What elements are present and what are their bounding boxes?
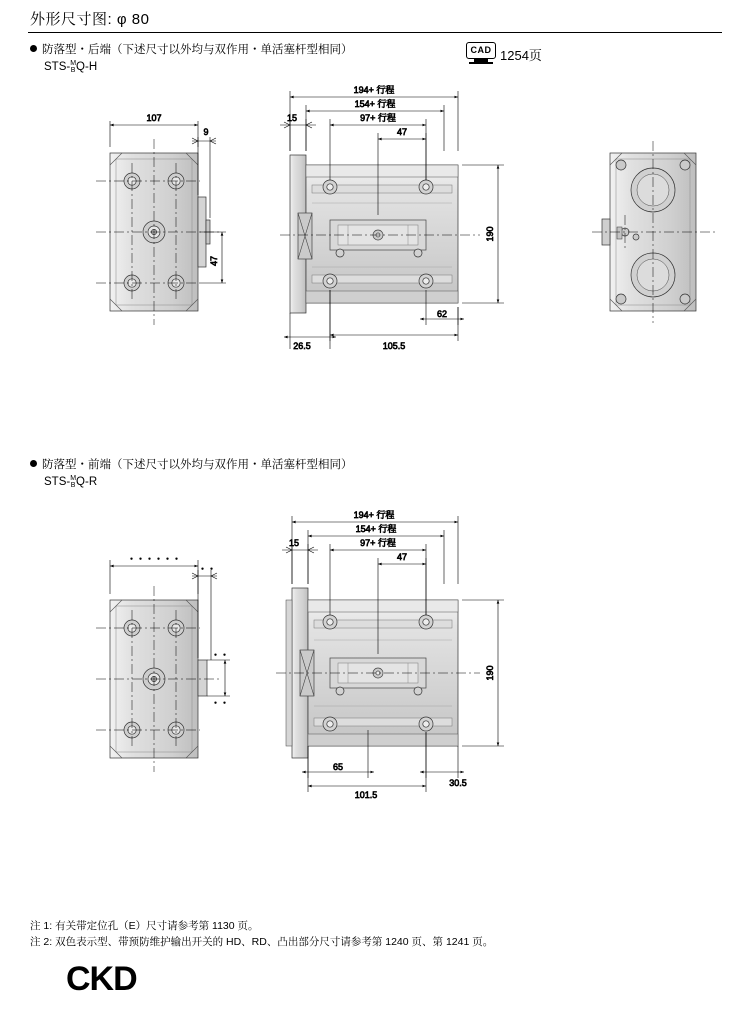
section-2-heading: 防落型・前端（下述尺寸以外均与双作用・单活塞杆型相同）	[30, 456, 353, 472]
bullet-icon	[30, 45, 37, 52]
dim-front-47: 47	[396, 127, 408, 137]
title-divider	[28, 32, 722, 33]
dim-front-154: 154+ 行程	[354, 99, 396, 109]
dim2-front-154: 154+ 行程	[355, 524, 397, 534]
dim-front-62: 62	[436, 309, 448, 319]
dim2-left-d: ・・	[210, 698, 230, 708]
page-title: 外形尺寸图: φ 80	[30, 11, 150, 28]
section-1-model: STS- M B Q-H	[44, 60, 98, 74]
dim-left-107: 107	[146, 113, 162, 123]
dim-front-105-5: 105.5	[382, 341, 406, 351]
model-fraction: M B	[70, 60, 77, 74]
dim2-front-15: 15	[288, 538, 300, 548]
dim2-left-a: ・・・・・・	[126, 554, 182, 564]
cad-page-reference: 1254页	[500, 48, 542, 63]
section-2-model: STS- M B Q-R	[44, 475, 98, 489]
cad-icon-base	[469, 62, 493, 64]
dim2-front-194: 194+ 行程	[353, 510, 395, 520]
dim-front-190: 190	[485, 226, 495, 242]
brand-logo: CKD	[66, 960, 137, 998]
cad-badge-label: CAD	[466, 42, 496, 59]
dim2-front-97: 97+ 行程	[360, 538, 396, 548]
bullet-icon	[30, 460, 37, 467]
dim-front-26-5: 26.5	[293, 341, 311, 351]
section-2-drawings	[80, 510, 720, 810]
dim-left-47: 47	[209, 255, 219, 267]
dim2-left-b: ・・	[197, 564, 217, 574]
dim2-front-65: 65	[332, 762, 344, 772]
dim-front-15: 15	[286, 113, 298, 123]
dim2-front-47: 47	[396, 552, 408, 562]
note-1: 注 1: 有关带定位孔（E）尺寸请参考第 1130 页。	[30, 920, 259, 932]
dim2-front-101-5: 101.5	[354, 790, 378, 800]
dim-front-194: 194+ 行程	[353, 85, 395, 95]
dim2-left-c: ・・	[210, 650, 230, 660]
model-fraction: M B	[70, 475, 77, 489]
note-2: 注 2: 双色表示型、带预防维护输出开关的 HD、RD、凸出部分尺寸请参考第 1240 页、第 1241 页。	[30, 936, 494, 948]
dim-front-97: 97+ 行程	[360, 113, 396, 123]
dim2-front-190: 190	[485, 665, 495, 681]
dim-left-9: 9	[203, 127, 209, 137]
cad-icon	[466, 42, 496, 65]
section-1-heading: 防落型・后端（下述尺寸以外均与双作用・单活塞杆型相同）	[30, 41, 353, 57]
dim2-front-30-5: 30.5	[449, 778, 467, 788]
section-1-drawings	[80, 85, 720, 385]
